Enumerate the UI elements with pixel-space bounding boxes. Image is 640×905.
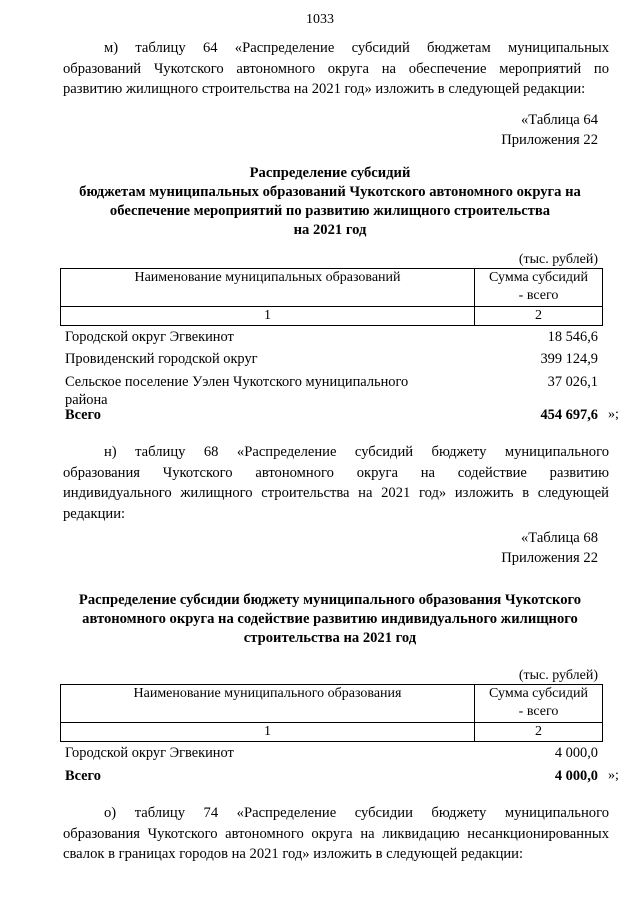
total-label: Всего [65,768,101,784]
header-line: - всего [518,288,559,303]
paragraph-line: образований Чукотского автономного округа на обеспечение мероприятий по [63,60,609,77]
table-title [63,591,597,648]
paragraph-line: свалок в границах городов на 2021 год» изложить в следующей редакции: [63,846,524,862]
total-value: 454 697,6 [540,407,598,423]
unit-label: (тыс. рублей) [518,668,598,683]
paragraph-line: развитию жилищного строительства на 2021 год» изложить в следующей редакции: [63,81,586,97]
paragraph-line: образования Чукотского автономного округа на содействие развитию [63,464,609,481]
row-value: 18 546,6 [547,329,598,345]
row-name [65,373,465,409]
row-value: 37 026,1 [547,374,598,390]
header-line: Сумма субсидий [489,686,588,701]
row-name-line: Сельское поселение Уэлен Чукотского муниципального [65,374,409,390]
row-name: Городской округ Эгвекинот [65,329,234,345]
appendix-number: Приложения 22 [501,132,598,148]
paragraph-line: образования Чукотского автономного округа на ликвидацию несанкционированных [63,825,609,842]
table-number: «Таблица 64 [520,112,598,128]
column-header-amount [475,269,603,307]
table-reference [501,528,598,568]
column-number: 2 [475,723,603,742]
total-value: 4 000,0 [554,768,598,784]
closing-quote: »; [608,407,619,422]
table-number: «Таблица 68 [520,530,598,546]
row-value: 4 000,0 [554,745,598,761]
row-name: Городской округ Эгвекинот [65,745,234,761]
paragraph-line: редакции: [63,505,126,522]
row-name: Провиденский городской округ [65,351,258,367]
title-line: на 2021 год [293,222,367,238]
paragraph-line: н) таблицу 68 «Распределение субсидий бюджету муниципального [104,444,609,460]
title-line: автономного округа на содействие развитию индивидуального жилищного [82,611,578,627]
paragraph-n [63,442,609,524]
paragraph-line: о) таблицу 74 «Распределение субсидии бюджету муниципального [104,805,609,821]
appendix-number: Приложения 22 [501,550,598,566]
table-title [63,164,597,240]
row-value: 399 124,9 [540,351,598,367]
paragraph-m [63,38,609,100]
title-line: Распределение субсидий [249,165,411,181]
column-header-amount [475,685,603,723]
column-header-name: Наименование муниципальных образований [61,269,475,307]
unit-label: (тыс. рублей) [518,252,598,267]
row-name-line: района [65,392,108,408]
table-header [60,684,603,742]
title-line: бюджетам муниципальных образований Чукотского автономного округа на [79,184,581,200]
closing-quote: »; [608,768,619,783]
header-line: - всего [518,704,559,719]
title-line: строительства на 2021 год [243,630,417,646]
column-number: 1 [61,723,475,742]
paragraph-line: м) таблицу 64 «Распределение субсидий бюджетам муниципальных [104,40,609,56]
page-number: 1033 [306,12,334,27]
total-label: Всего [65,407,101,423]
table-header [60,268,603,326]
paragraph-line: индивидуального жилищного строительства на 2021 год» изложить в следующей [63,485,609,501]
column-number: 1 [61,307,475,326]
header-line: Сумма субсидий [489,270,588,285]
title-line: Распределение субсидии бюджету муниципального образования Чукотского [78,592,582,608]
column-header-name: Наименование муниципального образования [61,685,475,723]
table-reference [501,110,598,150]
column-number: 2 [475,307,603,326]
paragraph-o [63,803,609,865]
title-line: обеспечение мероприятий по развитию жилищного строительства [109,203,551,219]
